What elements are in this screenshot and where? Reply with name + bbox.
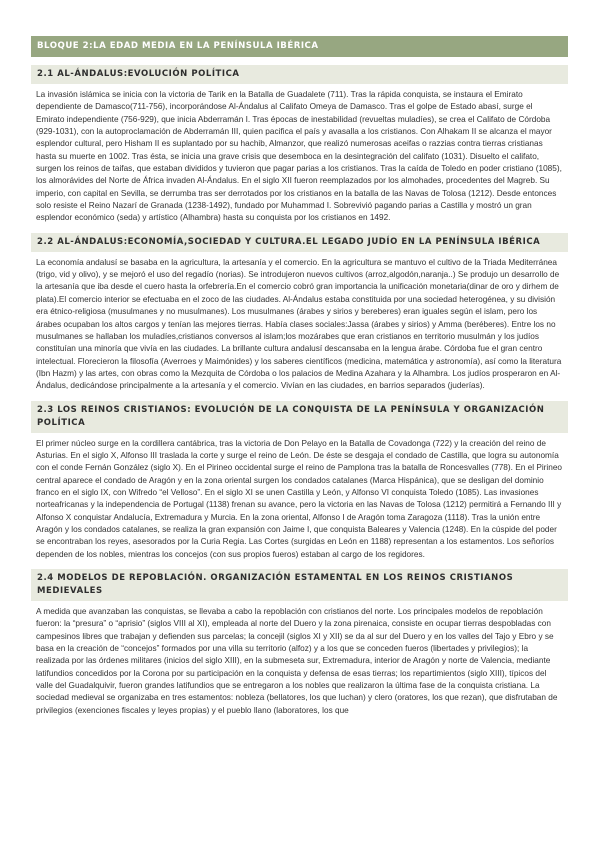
- section-heading: 2.3 LOS REINOS CRISTIANOS: EVOLUCIÓN DE LA CONQUISTA DE LA PENÍNSULA Y ORGANIZACIÓN POLÍTICA: [31, 401, 568, 433]
- block-title-banner: BLOQUE 2:LA EDAD MEDIA EN LA PENÍNSULA IBÉRICA: [31, 36, 568, 57]
- section-body-text: El primer núcleo surge en la cordillera cantábrica, tras la victoria de Don Pelayo en la Batalla de Covadonga (722) y la creación del reino de Asturias. En el siglo X, Alfonso III traslada la corte y surge el reino de León. De éste se desgaja el condado de Castilla, que logra su autonomía con el conde Fernán González (siglo X). En el Pirineo occidental surge el reino de Pamplona tras la batalla de Roncesvalles (778). En el Pirineo central aparece el condado de Aragón y en la zona oriental surgen los condados catalanes (Marca Hispánica), que se desligan del dominio franco en el siglo IX, con Wifredo “el Velloso”. En el siglo XI se unen Castilla y León, y Alfonso VI conquista Toledo (1085). Las invasiones norteafricanas y la independencia de Portugal (1138) frenan su avance, pero la victoria en las Navas de Tolosa (1212) permitirá a Fernando III y Alfonso X conquistar Andalucía, Extremadura y Murcia. En la zona oriental, Alfonso I de Aragón toma Zaragoza (1118). Tras la unión entre Aragón y los condados catalanes, se realiza la gran expansión con Jaime I, que conquista Baleares y Valencia (1248). En la cúspide del poder se encontraban los reyes, asesorados por la Curia Regia. Las Cortes (surgidas en León en 1188) representan a los estamentos. Los señoríos dependen de los nobles, mientras los concejos (con sus propios fueros) estaban al cargo de los regidores.: [36, 438, 563, 559]
- section-2-4: [31, 569, 568, 717]
- section-heading: 2.4 MODELOS DE REPOBLACIÓN. ORGANIZACIÓN ESTAMENTAL EN LOS REINOS CRISTIANOS MEDIEVALES: [31, 569, 568, 601]
- section-body-text: A medida que avanzaban las conquistas, se llevaba a cabo la repoblación con cristianos del norte. Los principales modelos de repoblación fueron: la “presura” o “aprisio” (siglos VIII al XI), empleada al norte del Duero y la zona pirenaica, consiste en ocupar tierras despobladas con campesinos libres que trabajan y defienden sus parcelas; la concejil (siglos XI y XII) se da al sur del Duero y en los valles del Tajo y Ebro y se basa en la creación de “concejos” formados por una villa su territorio (alfoz) y a los que se conceden fueros (libertades y privilegios); la realizada por las órdenes militares (inicios del siglo XIII), en la submeseta sur, Extremadura, interior de Aragón y norte de Valencia, mediante latifundios concedidos por la Corona por su participación en la conquista y defensa de esas tierras; los repartimientos (siglo XIII), típicos del valle del Guadalquivir, fueron grandes latifundios que se entregaron a los nobles que realizaron la última fase de la conquista cristiana. La sociedad medieval se organizaba en tres estamentos: nobleza (bellatores, los que luchan) y clero (oratores, los que rezan), que disfrutaban de privilegios (exenciones fiscales y leyes propias) y el pueblo llano (laboratores, los que: [36, 607, 558, 715]
- section-body-text: La invasión islámica se inicia con la victoria de Tarik en la Batalla de Guadalete (711). Tras la rápida conquista, se instaura el Emirato dependiente de Damasco(711-756), incorporándose Al-Ándalus al Califato Omeya de Damasco. Tras el golpe de Estado abasí, surge el Emirato independiente (756-929), que inicia Abderramán I. Tras épocas de inestabilidad (revueltas muladíes), se crea el Califato de Córdoba (929-1031), con la autoproclamación de Abderramán III, quien pacifica el país y avasalla a los cristianos. Con Alhakam II se alcanza el mayor esplendor cultural, pero Hisham II es suplantado por su hachib, Almanzor, que realizó numerosas aceifas o razzias contra tierras cristianas hasta su muerte en 1002. Tras ésta, se inicia una grave crisis que desemboca en la desintegración del califato (1031). Disuelto el califato, surgen los reinos de taifas, que estaban divididos y tuvieron que pagar parias a los cristianos. Tras la caída de Toledo en poder cristiano (1085), los almorávides del Norte de África invaden Al-Ándalus. En el siglo XII fueron reemplazados por los almohades, procedentes del Magreb. Su imperio, con capital en Sevilla, se derrumba tras ser derrotados por los cristianos en la batalla de las Navas de Tolosa (1212). Desde entonces solo resiste el Reino Nazarí de Granada (1238-1492), fundado por Muhammad I. Sobrevivió pagando parias a Castilla y mostró un gran esplendor económico (seda) y artístico (Alhambra) hasta su conquista por los cristianos en 1492.: [36, 90, 562, 223]
- section-body-text: La economía andalusí se basaba en la agricultura, la artesanía y el comercio. En la agricultura se mantuvo el cultivo de la Triada Mediterránea (trigo, vid y olivo), y se mejoró el uso del regadío (norias). Se introdujeron nuevos cultivos (arroz,algodón,naranja..) Se produjo un desarrollo de la artesanía que iba desde el cuero hasta la orfebrería.En el comercio cobró gran importancia la unificación monetaria(dinar de oro y dirhem de plata).El comercio interior se efectuaba en el zoco de las ciudades. Al-Ándalus estaba constituida por una sociedad heterogénea, y su división era étnico-religiosa (musulmanes y no musulmanes). Los musulmanes (árabes y sirios y bereberes) eran iguales según el islam, pero los árabes ocupaban los altos cargos y tenían las mejores tierras. Había clases sociales:Jassa (árabes y sirios) y Amma (beréberes). Entre los no musulmanes se hallaban los muladíes,cristianos conversos al islam;los mozárabes que eran cristianos en territorio musulmán y los judíos constituían una minoría que vivía en las ciudades. La brillante cultura andalusí descansaba en la lengua árabe. Córdoba fue el gran centro intelectual. Florecieron la filosofía (Averroes y Maimónides) y los saberes científicos (medicina, matemática y astronomía), así como la literatura (Ibn Hazm) y las artes, con obras como la Mezquita de Córdoba o los palacios de Medina Azahara y la Alhambra. Los judíos prosperaron en Al-Ándalus, dedicándose principalmente a la artesanía y el comercio. Vivían en las ciudades, en barrios separados (juderías).: [36, 257, 562, 391]
- section-2-3: [31, 401, 568, 561]
- section-2-1: [31, 65, 568, 225]
- section-heading: 2.2 AL-ÁNDALUS:ECONOMÍA,SOCIEDAD Y CULTURA.EL LEGADO JUDÍO EN LA PENÍNSULA IBÉRICA: [31, 233, 568, 252]
- section-heading: 2.1 AL-ÁNDALUS:EVOLUCIÓN POLÍTICA: [31, 65, 568, 84]
- section-2-2: [31, 233, 568, 393]
